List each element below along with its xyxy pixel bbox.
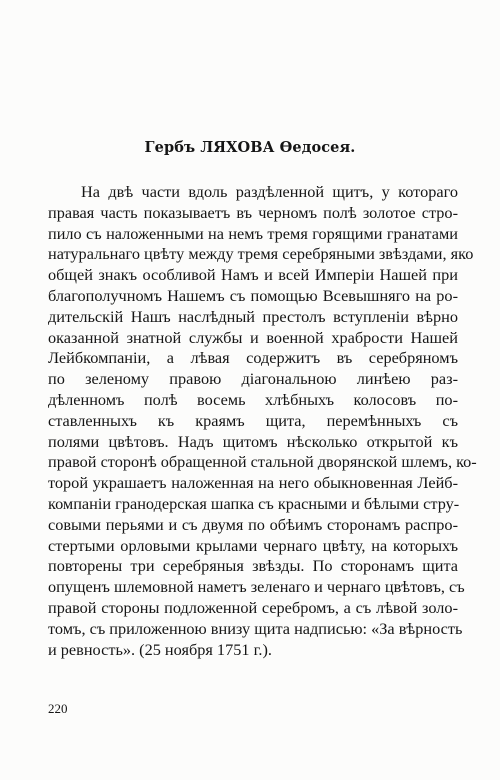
text-line: правая часть показываетъ въ черномъ полѣ золотое стро-: [48, 202, 458, 222]
text-line: по зеленому правою діагональною линѣею раз-: [48, 369, 458, 389]
text-line: правой сторонѣ обращенной стальной дворянской шлемъ, ко-: [48, 452, 477, 472]
text-line: оказанной знатной службы и военной храбрости Нашей: [48, 327, 458, 347]
text-line: благополучномъ Нашемъ съ помощью Всевышняго на ро-: [48, 285, 458, 305]
text-line: торой украшаетъ наложенная на него обыкновенная Лейб-: [48, 473, 458, 493]
text-line: стертыми орловыми крылами чернаго цвѣту, на которыхъ: [48, 535, 458, 555]
text-line: повторены три серебряныя звѣзды. По сторонамъ щита: [48, 556, 458, 576]
text-line: томъ, съ приложенною внизу щита надписью: «За вѣрность: [48, 618, 463, 638]
coat-of-arms-title: Гербъ ЛЯХОВА Өедосея.: [144, 139, 356, 156]
text-line: компаніи гранодерская шапка съ красными и бѣлыми стру-: [48, 493, 460, 513]
page-number: 220: [48, 701, 68, 716]
text-line: правой стороны подложенной серебромъ, а съ лѣвой золо-: [48, 597, 458, 617]
text-line: натуральнаго цвѣту между тремя серебряными звѣздами, яко: [48, 244, 474, 264]
text-line: общей знакъ особливой Намъ и всей Имперіи Нашей при: [48, 265, 458, 285]
text-line: опущенъ шлемовной наметъ зеленаго и чернаго цвѣтовъ, съ: [48, 577, 465, 597]
text-line: ставленныхъ къ краямъ щита, перемѣнныхъ съ: [48, 410, 458, 430]
text-line: Лейбкомпаніи, а лѣвая содержитъ въ серебряномъ: [48, 348, 458, 368]
text-line: пило съ наложенными на немъ тремя горящими гранатами: [48, 223, 458, 243]
text-line: дительскій Нашъ наслѣдный престолъ вступленіи вѣрно: [48, 306, 458, 326]
text-line: и ревность». (25 ноября 1751 г.).: [48, 639, 272, 659]
text-line: дѣленномъ полѣ восемь хлѣбныхъ колосовъ по-: [48, 389, 458, 409]
description-paragraph: [48, 182, 477, 660]
text-line: На двѣ части вдоль раздѣленной щитъ, у котораго: [81, 182, 458, 201]
text-line: совыми перьями и съ двумя по обѣимъ сторонамъ распро-: [48, 514, 458, 534]
text-line: полями цвѣтовъ. Надъ щитомъ нѣсколько открытой къ: [48, 431, 458, 451]
